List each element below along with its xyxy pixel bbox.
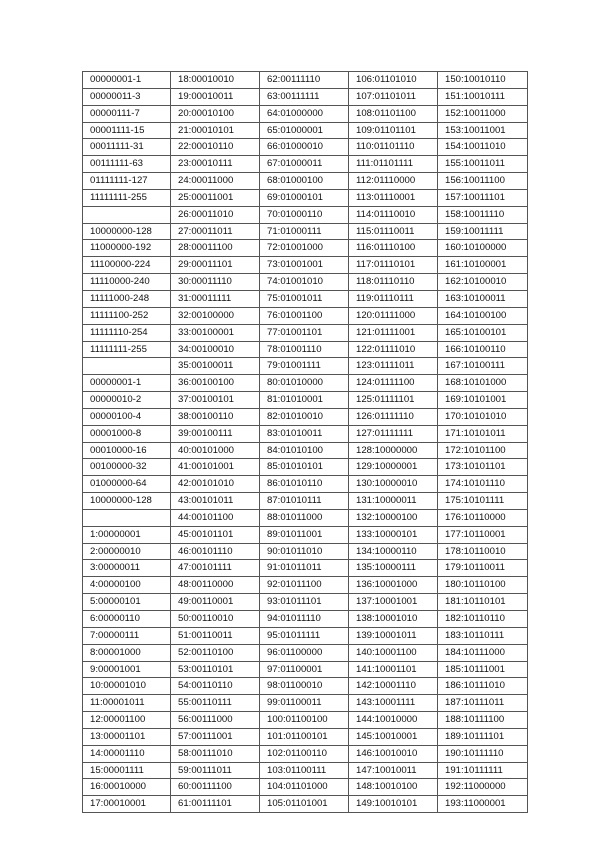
table-cell: 185:10111001	[438, 661, 528, 678]
table-cell: 70:01000110	[260, 206, 349, 223]
table-cell: 11:00001011	[83, 695, 171, 712]
table-cell: 35:00100011	[171, 358, 260, 375]
table-row	[83, 223, 528, 240]
table-cell: 00000001-1	[83, 72, 171, 89]
table-cell: 127:01111111	[349, 425, 438, 442]
table-cell: 117:01110101	[349, 257, 438, 274]
table-cell: 8:00001000	[83, 644, 171, 661]
table-cell: 2:00000010	[83, 543, 171, 560]
table-row	[83, 695, 528, 712]
table-cell: 22:00010110	[171, 139, 260, 156]
table-row	[83, 526, 528, 543]
table-cell: 179:10110011	[438, 560, 528, 577]
table-row	[83, 274, 528, 291]
table-cell: 10:00001010	[83, 678, 171, 695]
table-cell: 174:10101110	[438, 476, 528, 493]
table-cell: 149:10010101	[349, 796, 438, 813]
table-cell: 182:10110110	[438, 611, 528, 628]
table-row	[83, 560, 528, 577]
table-row	[83, 88, 528, 105]
table-cell: 120:01111000	[349, 307, 438, 324]
table-cell: 137:10001001	[349, 594, 438, 611]
table-cell: 16:00010000	[83, 779, 171, 796]
table-cell: 4:00000100	[83, 577, 171, 594]
table-cell: 36:00100100	[171, 375, 260, 392]
table-cell: 118:01110110	[349, 274, 438, 291]
table-cell: 57:00111001	[171, 728, 260, 745]
table-cell: 142:10001110	[349, 678, 438, 695]
table-row	[83, 358, 528, 375]
table-cell: 152:10011000	[438, 105, 528, 122]
table-row	[83, 324, 528, 341]
table-cell: 170:10101010	[438, 408, 528, 425]
table-cell: 68:01000100	[260, 173, 349, 190]
table-cell: 44:00101100	[171, 509, 260, 526]
table-cell: 30:00011110	[171, 274, 260, 291]
table-row	[83, 442, 528, 459]
table-cell: 93:01011101	[260, 594, 349, 611]
table-cell: 7:00000111	[83, 627, 171, 644]
table-cell: 189:10111101	[438, 728, 528, 745]
table-row	[83, 290, 528, 307]
table-cell: 183:10110111	[438, 627, 528, 644]
table-cell: 83:01010011	[260, 425, 349, 442]
table-row	[83, 611, 528, 628]
table-cell: 72:01001000	[260, 240, 349, 257]
table-row	[83, 139, 528, 156]
table-row	[83, 678, 528, 695]
table-cell: 148:10010100	[349, 779, 438, 796]
table-cell: 132:10000100	[349, 509, 438, 526]
table-cell: 104:01101000	[260, 779, 349, 796]
table-cell: 192:11000000	[438, 779, 528, 796]
table-cell: 190:10111110	[438, 745, 528, 762]
table-cell: 50:00110010	[171, 611, 260, 628]
table-cell: 140:10001100	[349, 644, 438, 661]
table-cell: 188:10111100	[438, 712, 528, 729]
table-row	[83, 240, 528, 257]
table-cell: 6:00000110	[83, 611, 171, 628]
table-cell: 66:01000010	[260, 139, 349, 156]
table-row	[83, 392, 528, 409]
table-cell: 00100000-32	[83, 459, 171, 476]
table-cell: 108:01101100	[349, 105, 438, 122]
table-cell: 168:10101000	[438, 375, 528, 392]
table-cell: 135:10000111	[349, 560, 438, 577]
table-cell: 184:10111000	[438, 644, 528, 661]
table-row	[83, 307, 528, 324]
table-cell: 128:10000000	[349, 442, 438, 459]
table-cell: 00011111-31	[83, 139, 171, 156]
table-cell: 111:01101111	[349, 156, 438, 173]
table-cell: 00000111-7	[83, 105, 171, 122]
table-row	[83, 762, 528, 779]
table-cell: 175:10101111	[438, 493, 528, 510]
table-cell: 20:00010100	[171, 105, 260, 122]
table-cell: 60:00111100	[171, 779, 260, 796]
table-cell: 150:10010110	[438, 72, 528, 89]
table-cell: 46:00101110	[171, 543, 260, 560]
table-row	[83, 341, 528, 358]
table-cell: 25:00011001	[171, 189, 260, 206]
table-cell: 63:00111111	[260, 88, 349, 105]
table-cell: 173:10101101	[438, 459, 528, 476]
table-cell: 180:10110100	[438, 577, 528, 594]
table-cell: 97:01100001	[260, 661, 349, 678]
table-cell: 5:00000101	[83, 594, 171, 611]
table-row	[83, 122, 528, 139]
table-cell: 169:10101001	[438, 392, 528, 409]
table-cell: 11110000-240	[83, 274, 171, 291]
table-cell: 105:01101001	[260, 796, 349, 813]
table-cell: 147:10010011	[349, 762, 438, 779]
table-cell: 00000010-2	[83, 392, 171, 409]
table-row	[83, 796, 528, 813]
table-cell: 14:00001110	[83, 745, 171, 762]
table-cell: 13:00001101	[83, 728, 171, 745]
table-cell: 133:10000101	[349, 526, 438, 543]
table-cell: 18:00010010	[171, 72, 260, 89]
table-cell: 11111111-255	[83, 341, 171, 358]
table-cell: 39:00100111	[171, 425, 260, 442]
table-cell: 51:00110011	[171, 627, 260, 644]
table-cell: 69:01000101	[260, 189, 349, 206]
table-cell: 65:01000001	[260, 122, 349, 139]
table-cell: 153:10011001	[438, 122, 528, 139]
table-cell: 49:00110001	[171, 594, 260, 611]
table-cell: 81:01010001	[260, 392, 349, 409]
table-cell: 75:01001011	[260, 290, 349, 307]
binary-value-table	[82, 71, 528, 813]
table-row	[83, 712, 528, 729]
table-cell: 86:01010110	[260, 476, 349, 493]
table-row	[83, 509, 528, 526]
table-cell: 82:01010010	[260, 408, 349, 425]
table-cell: 141:10001101	[349, 661, 438, 678]
table-row	[83, 543, 528, 560]
table-row	[83, 408, 528, 425]
table-cell: 19:00010011	[171, 88, 260, 105]
table-cell: 151:10010111	[438, 88, 528, 105]
table-cell: 11111110-254	[83, 324, 171, 341]
table-cell	[83, 509, 171, 526]
table-row	[83, 459, 528, 476]
table-row	[83, 644, 528, 661]
table-cell: 115:01110011	[349, 223, 438, 240]
table-cell: 138:10001010	[349, 611, 438, 628]
table-cell: 101:01100101	[260, 728, 349, 745]
table-cell: 80:01010000	[260, 375, 349, 392]
table-cell: 41:00101001	[171, 459, 260, 476]
table-cell: 32:00100000	[171, 307, 260, 324]
table-cell: 87:01010111	[260, 493, 349, 510]
table-cell: 193:11000001	[438, 796, 528, 813]
table-cell: 112:01110000	[349, 173, 438, 190]
table-row	[83, 105, 528, 122]
table-cell: 187:10111011	[438, 695, 528, 712]
table-row	[83, 156, 528, 173]
table-cell: 27:00011011	[171, 223, 260, 240]
table-cell: 74:01001010	[260, 274, 349, 291]
table-cell: 109:01101101	[349, 122, 438, 139]
table-cell: 121:01111001	[349, 324, 438, 341]
table-cell: 1:00000001	[83, 526, 171, 543]
table-cell: 21:00010101	[171, 122, 260, 139]
table-cell: 114:01110010	[349, 206, 438, 223]
table-cell: 55:00110111	[171, 695, 260, 712]
table-row	[83, 72, 528, 89]
table-cell: 159:10011111	[438, 223, 528, 240]
table-cell: 119:01110111	[349, 290, 438, 307]
table-cell: 43:00101011	[171, 493, 260, 510]
table-cell: 90:01011010	[260, 543, 349, 560]
table-cell: 113:01110001	[349, 189, 438, 206]
table-cell: 129:10000001	[349, 459, 438, 476]
table-cell: 01111111-127	[83, 173, 171, 190]
table-cell: 98:01100010	[260, 678, 349, 695]
table-cell: 160:10100000	[438, 240, 528, 257]
table-cell: 162:10100010	[438, 274, 528, 291]
table-cell: 123:01111011	[349, 358, 438, 375]
table-cell: 181:10110101	[438, 594, 528, 611]
table-cell: 155:10011011	[438, 156, 528, 173]
table-cell: 00000100-4	[83, 408, 171, 425]
table-cell: 79:01001111	[260, 358, 349, 375]
table-cell: 106:01101010	[349, 72, 438, 89]
table-cell: 00000011-3	[83, 88, 171, 105]
table-cell: 100:01100100	[260, 712, 349, 729]
table-cell: 31:00011111	[171, 290, 260, 307]
table-cell: 84:01010100	[260, 442, 349, 459]
table-cell: 145:10010001	[349, 728, 438, 745]
table-cell: 158:10011110	[438, 206, 528, 223]
table-cell: 95:01011111	[260, 627, 349, 644]
table-cell: 38:00100110	[171, 408, 260, 425]
table-cell: 191:10111111	[438, 762, 528, 779]
table-cell: 78:01001110	[260, 341, 349, 358]
table-cell: 163:10100011	[438, 290, 528, 307]
table-cell: 178:10110010	[438, 543, 528, 560]
table-cell: 76:01001100	[260, 307, 349, 324]
table-cell: 34:00100010	[171, 341, 260, 358]
table-cell: 143:10001111	[349, 695, 438, 712]
table-cell: 94:01011110	[260, 611, 349, 628]
table-cell: 45:00101101	[171, 526, 260, 543]
table-cell: 126:01111110	[349, 408, 438, 425]
table-cell: 177:10110001	[438, 526, 528, 543]
table-row	[83, 476, 528, 493]
table-cell: 62:00111110	[260, 72, 349, 89]
table-cell: 96:01100000	[260, 644, 349, 661]
table-cell: 23:00010111	[171, 156, 260, 173]
table-cell: 88:01011000	[260, 509, 349, 526]
table-cell: 176:10110000	[438, 509, 528, 526]
table-cell: 59:00111011	[171, 762, 260, 779]
table-cell: 10000000-128	[83, 493, 171, 510]
table-cell	[83, 358, 171, 375]
table-cell: 154:10011010	[438, 139, 528, 156]
table-cell: 77:01001101	[260, 324, 349, 341]
table-cell: 00111111-63	[83, 156, 171, 173]
table-row	[83, 189, 528, 206]
table-row	[83, 257, 528, 274]
table-cell: 53:00110101	[171, 661, 260, 678]
table-cell: 11111111-255	[83, 189, 171, 206]
table-cell: 28:00011100	[171, 240, 260, 257]
table-cell: 52:00110100	[171, 644, 260, 661]
table-cell: 165:10100101	[438, 324, 528, 341]
table-row	[83, 745, 528, 762]
table-cell: 3:00000011	[83, 560, 171, 577]
table-cell: 58:00111010	[171, 745, 260, 762]
table-row	[83, 173, 528, 190]
table-cell: 103:01100111	[260, 762, 349, 779]
table-cell: 29:00011101	[171, 257, 260, 274]
table-cell: 131:10000011	[349, 493, 438, 510]
table-cell: 71:01000111	[260, 223, 349, 240]
table-cell: 15:00001111	[83, 762, 171, 779]
table-cell: 125:01111101	[349, 392, 438, 409]
table-cell: 166:10100110	[438, 341, 528, 358]
table-cell: 11100000-224	[83, 257, 171, 274]
table-cell: 37:00100101	[171, 392, 260, 409]
table-cell: 73:01001001	[260, 257, 349, 274]
table-row	[83, 425, 528, 442]
table-row	[83, 728, 528, 745]
table-cell: 156:10011100	[438, 173, 528, 190]
table-cell: 144:10010000	[349, 712, 438, 729]
table-cell	[83, 206, 171, 223]
table-cell: 89:01011001	[260, 526, 349, 543]
table-cell: 116:01110100	[349, 240, 438, 257]
table-cell: 146:10010010	[349, 745, 438, 762]
table-cell: 139:10001011	[349, 627, 438, 644]
table-cell: 64:01000000	[260, 105, 349, 122]
table-cell: 54:00110110	[171, 678, 260, 695]
table-cell: 26:00011010	[171, 206, 260, 223]
table-cell: 157:10011101	[438, 189, 528, 206]
table-cell: 167:10100111	[438, 358, 528, 375]
table-cell: 122:01111010	[349, 341, 438, 358]
table-cell: 172:10101100	[438, 442, 528, 459]
table-cell: 67:01000011	[260, 156, 349, 173]
table-cell: 91:01011011	[260, 560, 349, 577]
table-cell: 85:01010101	[260, 459, 349, 476]
table-cell: 00001111-15	[83, 122, 171, 139]
table-cell: 171:10101011	[438, 425, 528, 442]
table-cell: 136:10001000	[349, 577, 438, 594]
table-row	[83, 661, 528, 678]
table-cell: 12:00001100	[83, 712, 171, 729]
table-cell: 00000001-1	[83, 375, 171, 392]
table-cell: 164:10100100	[438, 307, 528, 324]
table-cell: 42:00101010	[171, 476, 260, 493]
table-cell: 161:10100001	[438, 257, 528, 274]
table-cell: 99:01100011	[260, 695, 349, 712]
table-cell: 92:01011100	[260, 577, 349, 594]
table-cell: 24:00011000	[171, 173, 260, 190]
table-row	[83, 493, 528, 510]
table-cell: 11111100-252	[83, 307, 171, 324]
table-cell: 11000000-192	[83, 240, 171, 257]
table-row	[83, 375, 528, 392]
table-cell: 11111000-248	[83, 290, 171, 307]
table-cell: 102:01100110	[260, 745, 349, 762]
table-row	[83, 577, 528, 594]
table-row	[83, 627, 528, 644]
table-cell: 17:00010001	[83, 796, 171, 813]
table-cell: 61:00111101	[171, 796, 260, 813]
table-cell: 33:00100001	[171, 324, 260, 341]
table-cell: 110:01101110	[349, 139, 438, 156]
table-cell: 40:00101000	[171, 442, 260, 459]
table-cell: 107:01101011	[349, 88, 438, 105]
table-cell: 186:10111010	[438, 678, 528, 695]
table-row	[83, 779, 528, 796]
table-cell: 01000000-64	[83, 476, 171, 493]
table-cell: 47:00101111	[171, 560, 260, 577]
table-row	[83, 206, 528, 223]
table-cell: 56:00111000	[171, 712, 260, 729]
table-cell: 124:01111100	[349, 375, 438, 392]
table-cell: 130:10000010	[349, 476, 438, 493]
table-row	[83, 594, 528, 611]
table-cell: 9:00001001	[83, 661, 171, 678]
table-cell: 134:10000110	[349, 543, 438, 560]
table-cell: 00001000-8	[83, 425, 171, 442]
table-cell: 48:00110000	[171, 577, 260, 594]
table-cell: 10000000-128	[83, 223, 171, 240]
table-cell: 00010000-16	[83, 442, 171, 459]
